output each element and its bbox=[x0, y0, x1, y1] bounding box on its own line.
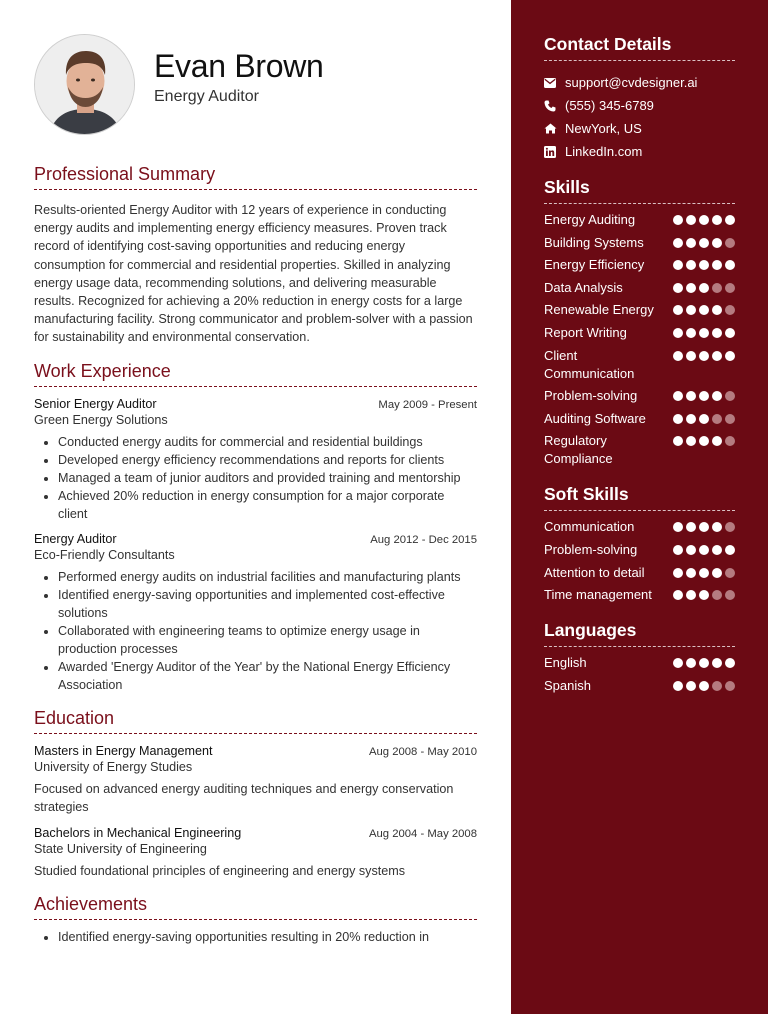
rating-dot-filled bbox=[686, 351, 696, 361]
school-name: State University of Engineering bbox=[34, 841, 207, 856]
rating-dot-filled bbox=[699, 238, 709, 248]
linkedin-text: LinkedIn.com bbox=[565, 144, 643, 159]
degree-name: Bachelors in Mechanical Engineering bbox=[34, 825, 242, 840]
rating-dot-empty bbox=[725, 391, 735, 401]
rating-dot-filled bbox=[712, 658, 722, 668]
rating-dot-filled bbox=[712, 238, 722, 248]
rating-dot-filled bbox=[725, 328, 735, 338]
contact-email[interactable] bbox=[544, 71, 735, 94]
skill-row bbox=[544, 279, 735, 297]
languages-list bbox=[544, 654, 735, 695]
skill-rating bbox=[673, 301, 735, 315]
rating-dot-filled bbox=[699, 283, 709, 293]
soft-skills-list bbox=[544, 518, 735, 604]
rating-dot-filled bbox=[712, 328, 722, 338]
skill-name: Auditing Software bbox=[544, 410, 646, 426]
rating-dot-filled bbox=[712, 522, 722, 532]
achievements-heading: Achievements bbox=[34, 894, 477, 920]
skill-name: Problem-solving bbox=[544, 541, 638, 557]
rating-dot-empty bbox=[712, 590, 722, 600]
contact-linkedin[interactable] bbox=[544, 140, 735, 163]
soft-skills-heading: Soft Skills bbox=[544, 484, 735, 511]
rating-dot-filled bbox=[712, 545, 722, 555]
skill-name: Communication bbox=[544, 519, 635, 535]
rating-dot-filled bbox=[686, 283, 696, 293]
skill-rating bbox=[673, 654, 735, 668]
rating-dot-filled bbox=[699, 681, 709, 691]
skill-name: Energy Auditing bbox=[544, 212, 636, 227]
job-entry bbox=[34, 532, 477, 694]
email-text: support@cvdesigner.ai bbox=[565, 75, 698, 90]
education-date: Aug 2008 - May 2010 bbox=[368, 745, 477, 758]
rating-dot-filled bbox=[673, 590, 683, 600]
education-date: Aug 2004 - May 2008 bbox=[368, 827, 477, 840]
skill-row bbox=[544, 211, 735, 229]
rating-dot-filled bbox=[686, 391, 696, 401]
candidate-title: Energy Auditor bbox=[154, 88, 259, 105]
languages-heading: Languages bbox=[544, 620, 735, 647]
rating-dot-filled bbox=[673, 522, 683, 532]
skill-rating bbox=[673, 256, 735, 270]
rating-dot-filled bbox=[699, 522, 709, 532]
rating-dot-empty bbox=[725, 590, 735, 600]
education-description: Studied foundational principles of engineering and energy systems bbox=[34, 863, 406, 878]
envelope-icon bbox=[544, 78, 565, 88]
profile-photo-icon bbox=[35, 35, 135, 135]
rating-dot-empty bbox=[725, 283, 735, 293]
skills-heading: Skills bbox=[544, 177, 735, 204]
skill-row bbox=[544, 518, 735, 536]
skill-row bbox=[544, 654, 735, 672]
skill-rating bbox=[673, 677, 735, 691]
rating-dot-filled bbox=[686, 328, 696, 338]
rating-dot-filled bbox=[686, 260, 696, 270]
avatar bbox=[34, 34, 135, 135]
job-org: Green Energy Solutions bbox=[34, 412, 168, 427]
job-date: Aug 2012 - Dec 2015 bbox=[370, 533, 477, 546]
skill-name: Attention to detail bbox=[544, 564, 645, 580]
rating-dot-empty bbox=[712, 283, 722, 293]
skill-rating bbox=[673, 387, 735, 401]
skill-name: Regulatory Compliance bbox=[544, 433, 613, 467]
skill-row bbox=[544, 432, 735, 468]
rating-dot-filled bbox=[673, 568, 683, 578]
skill-rating bbox=[673, 211, 735, 225]
contact-location bbox=[544, 117, 735, 140]
list-item: • Performed energy audits on industrial facilities and manufacturing plants bbox=[58, 568, 477, 586]
rating-dot-filled bbox=[686, 436, 696, 446]
home-icon bbox=[544, 123, 565, 134]
achievements-list bbox=[58, 928, 477, 946]
skill-row bbox=[544, 256, 735, 274]
list-item: • Identified energy-saving opportunities resulting in 20% reduction in bbox=[58, 928, 477, 946]
rating-dot-filled bbox=[712, 351, 722, 361]
rating-dot-empty bbox=[712, 414, 722, 424]
rating-dot-filled bbox=[712, 305, 722, 315]
job-role: Energy Auditor bbox=[34, 531, 117, 546]
skill-row bbox=[544, 234, 735, 252]
rating-dot-filled bbox=[699, 305, 709, 315]
skill-name: English bbox=[544, 655, 587, 671]
rating-dot-filled bbox=[686, 215, 696, 225]
rating-dot-filled bbox=[673, 283, 683, 293]
skill-row bbox=[544, 301, 735, 319]
skill-rating bbox=[673, 410, 735, 424]
linkedin-icon bbox=[544, 146, 565, 158]
rating-dot-filled bbox=[673, 436, 683, 446]
rating-dot-filled bbox=[699, 215, 709, 225]
education-entry bbox=[34, 744, 477, 816]
skill-name: Energy Efficiency bbox=[544, 257, 645, 273]
rating-dot-filled bbox=[673, 328, 683, 338]
location-text: NewYork, US bbox=[565, 121, 642, 136]
rating-dot-filled bbox=[699, 260, 709, 270]
rating-dot-filled bbox=[699, 414, 709, 424]
rating-dot-filled bbox=[725, 658, 735, 668]
rating-dot-empty bbox=[725, 238, 735, 248]
skill-name: Building Systems bbox=[544, 234, 644, 250]
rating-dot-filled bbox=[686, 305, 696, 315]
skill-row bbox=[544, 410, 735, 428]
skill-row bbox=[544, 387, 735, 405]
contact-phone[interactable] bbox=[544, 94, 735, 117]
job-bullets bbox=[58, 568, 477, 694]
candidate-name: Evan Brown bbox=[154, 48, 324, 84]
skill-rating bbox=[673, 518, 735, 532]
rating-dot-filled bbox=[712, 391, 722, 401]
rating-dot-filled bbox=[712, 568, 722, 578]
rating-dot-empty bbox=[725, 681, 735, 691]
rating-dot-filled bbox=[699, 351, 709, 361]
rating-dot-filled bbox=[686, 545, 696, 555]
skill-name: Report Writing bbox=[544, 324, 627, 340]
rating-dot-filled bbox=[673, 391, 683, 401]
summary-heading: Professional Summary bbox=[34, 164, 477, 190]
skill-row bbox=[544, 564, 735, 582]
rating-dot-empty bbox=[725, 568, 735, 578]
list-item: • Developed energy efficiency recommendations and reports for clients bbox=[58, 451, 477, 469]
rating-dot-filled bbox=[673, 260, 683, 270]
rating-dot-filled bbox=[725, 215, 735, 225]
skills-list bbox=[544, 211, 735, 468]
rating-dot-filled bbox=[686, 568, 696, 578]
rating-dot-filled bbox=[699, 568, 709, 578]
sidebar bbox=[511, 0, 768, 1014]
contact-heading: Contact Details bbox=[544, 34, 735, 61]
school-name: University of Energy Studies bbox=[34, 759, 193, 774]
rating-dot-filled bbox=[673, 658, 683, 668]
rating-dot-filled bbox=[673, 545, 683, 555]
skill-row bbox=[544, 677, 735, 695]
rating-dot-filled bbox=[699, 545, 709, 555]
rating-dot-empty bbox=[725, 522, 735, 532]
list-item: • Collaborated with engineering teams to optimize energy usage in production processes bbox=[58, 622, 477, 658]
skill-row bbox=[544, 347, 735, 383]
skill-rating bbox=[673, 541, 735, 555]
rating-dot-filled bbox=[725, 545, 735, 555]
phone-text: (555) 345-6789 bbox=[565, 98, 654, 113]
list-item: • Achieved 20% reduction in energy consumption for a major corporate client bbox=[58, 487, 477, 523]
job-org: Eco-Friendly Consultants bbox=[34, 547, 175, 562]
skill-rating bbox=[673, 234, 735, 248]
job-role: Senior Energy Auditor bbox=[34, 396, 157, 411]
rating-dot-empty bbox=[725, 414, 735, 424]
degree-name: Masters in Energy Management bbox=[34, 743, 213, 758]
rating-dot-filled bbox=[673, 238, 683, 248]
skill-name: Problem-solving bbox=[544, 388, 638, 404]
skill-row bbox=[544, 541, 735, 559]
rating-dot-filled bbox=[686, 238, 696, 248]
skill-name: Renewable Energy bbox=[544, 302, 654, 318]
rating-dot-filled bbox=[699, 658, 709, 668]
skill-name: Spanish bbox=[544, 677, 591, 693]
rating-dot-filled bbox=[699, 436, 709, 446]
skill-rating bbox=[673, 432, 735, 446]
skill-rating bbox=[673, 586, 735, 600]
skill-row bbox=[544, 586, 735, 604]
skill-rating bbox=[673, 347, 735, 361]
rating-dot-filled bbox=[686, 681, 696, 691]
work-heading: Work Experience bbox=[34, 361, 477, 387]
skill-name: Client Communication bbox=[544, 347, 635, 381]
resume-header bbox=[34, 0, 477, 160]
skill-rating bbox=[673, 564, 735, 578]
list-item: • Awarded 'Energy Auditor of the Year' by the National Energy Efficiency Association bbox=[58, 658, 477, 694]
rating-dot-filled bbox=[712, 436, 722, 446]
skill-name: Data Analysis bbox=[544, 279, 623, 295]
rating-dot-empty bbox=[712, 681, 722, 691]
rating-dot-filled bbox=[673, 305, 683, 315]
job-date: May 2009 - Present bbox=[378, 398, 477, 411]
job-entry bbox=[34, 397, 477, 523]
skill-rating bbox=[673, 279, 735, 293]
rating-dot-empty bbox=[725, 436, 735, 446]
list-item: • Identified energy-saving opportunities and implemented cost-effective solutions bbox=[58, 586, 477, 622]
rating-dot-filled bbox=[673, 681, 683, 691]
rating-dot-empty bbox=[725, 305, 735, 315]
rating-dot-filled bbox=[686, 522, 696, 532]
rating-dot-filled bbox=[673, 215, 683, 225]
education-heading: Education bbox=[34, 708, 477, 734]
rating-dot-filled bbox=[686, 590, 696, 600]
rating-dot-filled bbox=[673, 414, 683, 424]
job-bullets bbox=[58, 433, 477, 523]
skill-name: Time management bbox=[544, 587, 652, 603]
contact-list bbox=[544, 71, 735, 163]
rating-dot-filled bbox=[699, 391, 709, 401]
summary-text: Results-oriented Energy Auditor with 12 years of experience in conducting energy audits and implementing energy efficiency measures. Proven track record of identifying cost-saving opportunities and reducing energy consumption for commercial and residential properties. Skilled in analyzing energy usage data, recommending solutions, and delivering measurable results. Recognized for achieving a 20% reduction in energy costs for a large manufacturing facility. Strong communicator and problem-solver with a passion for sustainability and environmental conservation. bbox=[34, 203, 473, 345]
education-entry bbox=[34, 826, 477, 880]
skill-rating bbox=[673, 324, 735, 338]
rating-dot-filled bbox=[686, 658, 696, 668]
education-description: Focused on advanced energy auditing techniques and energy conservation strategies bbox=[34, 781, 454, 814]
phone-icon bbox=[544, 100, 565, 112]
rating-dot-filled bbox=[699, 590, 709, 600]
skill-row bbox=[544, 324, 735, 342]
rating-dot-filled bbox=[686, 414, 696, 424]
rating-dot-filled bbox=[725, 260, 735, 270]
list-item: • Managed a team of junior auditors and provided training and mentorship bbox=[58, 469, 477, 487]
rating-dot-filled bbox=[673, 351, 683, 361]
rating-dot-filled bbox=[725, 351, 735, 361]
rating-dot-filled bbox=[699, 328, 709, 338]
rating-dot-filled bbox=[712, 260, 722, 270]
list-item: • Conducted energy audits for commercial and residential buildings bbox=[58, 433, 477, 451]
rating-dot-filled bbox=[712, 215, 722, 225]
